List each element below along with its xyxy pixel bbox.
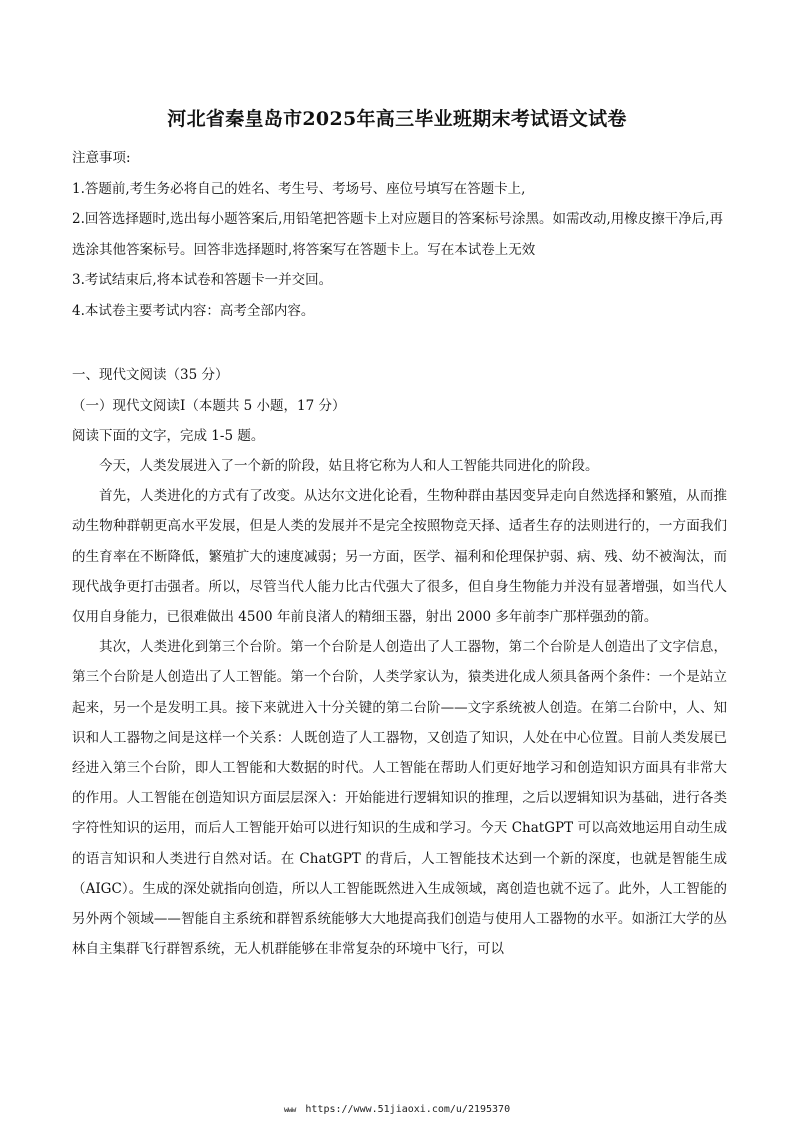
notes-item: 2.回答选择题时,选出每小题答案后,用铅笔把答题卡上对应题目的答案标号涂黑。如需改动,用橡皮擦干净后,再选涂其他答案标号。回答非选择题时,将答案写在答题卡上。写在本试卷上无效 bbox=[72, 211, 724, 258]
notes-item: 4.本试卷主要考试内容：高考全部内容。 bbox=[72, 302, 315, 319]
notes-item: 1.答题前,考生务必将自己的姓名、考生号、考场号、座位号填写在答题卡上, bbox=[72, 180, 526, 197]
notes-block bbox=[72, 143, 727, 326]
page-title: 河北省秦皇岛市2025年高三毕业班期末考试语文试卷 bbox=[167, 108, 627, 130]
passage-paragraph: 其次，人类进化到第三个台阶。第一个台阶是人创造出了人工器物，第二个台阶是人创造出了文字信息，第三个台阶是人创造出了人工智能。第一个台阶，人类学家认为，猿类进化成人须具备两个条件：一个是站立起来，另一个是发明工具。接下来就进入十分关键的第二台阶——文字系统被人创造。在第二台阶中，人、知识和人工器物之间是这样一个关系：人既创造了人工器物，又创造了知识，人处在中心位置。目前人类发展已经进入第三个台阶，即人工智能和大数据的时代。人工智能在帮助人们更好地学习和创造知识方面具有非常大的作用。人工智能在创造知识方面层层深入：开始能进行逻辑知识的推理，之后以逻辑知识为基础，进行各类字符性知识的运用，而后人工智能开始可以进行知识的生成和学习。今天 ChatGPT 可以高效地运用自动生成的语言知识和人类进行自然对话。在 ChatGPT 的背后，人工智能技术达到一个新的深度，也就是智能生成（AIGC）。生成的深处就指向创造，所以人工智能既然进入生成领域，离创造也就不远了。此外，人工智能的另外两个领域——智能自主系统和群智系统能够大大地提高我们创造与使用人工器物的水平。如浙江大学的丛林自主集群飞行群智系统，无人机群能够在非常复杂的环境中飞行，可以 bbox=[72, 639, 727, 958]
section-instruction: 阅读下面的文字，完成 1-5 题。 bbox=[72, 428, 265, 444]
page-footer bbox=[0, 1104, 794, 1115]
section-header-block bbox=[72, 360, 727, 452]
notes-item: 3.考试结束后,将本试卷和答题卡一并交回。 bbox=[72, 272, 333, 288]
footer-url[interactable]: https://www.51jiaoxi.com/u/2195370 bbox=[305, 1104, 511, 1115]
section-heading: 一、现代文阅读（35 分） bbox=[72, 367, 229, 383]
passage-paragraph: 首先，人类进化的方式有了改变。从达尔文进化论看，生物种群由基因变异走向自然选择和繁殖，从而推动生物种群朝更高水平发展，但是人类的发展并不是完全按照物竞天择、适者生存的法则进行的，一方面我们的生育率在不断降低，繁殖扩大的速度减弱；另一方面，医学、福利和伦理保护弱、病、残、幼不被淘汰，而现代战争更打击强者。所以，尽管当代人能力比古代强大了很多，但自身生物能力并没有显著增强，如当代人仅用自身能力，已很难做出 4500 年前良渚人的精细玉器，射出 2000 多年前李广那样强劲的箭。 bbox=[72, 488, 727, 626]
notes-heading: 注意事项: bbox=[72, 150, 131, 166]
passage-paragraph: 今天，人类发展进入了一个新的阶段，姑且将它称为人和人工智能共同进化的阶段。 bbox=[99, 458, 599, 474]
section-subheading: （一）现代文阅读Ⅰ（本题共 5 小题，17 分） bbox=[72, 397, 346, 414]
reading-passage bbox=[72, 451, 727, 964]
footer-watermark: www bbox=[283, 1105, 296, 1114]
